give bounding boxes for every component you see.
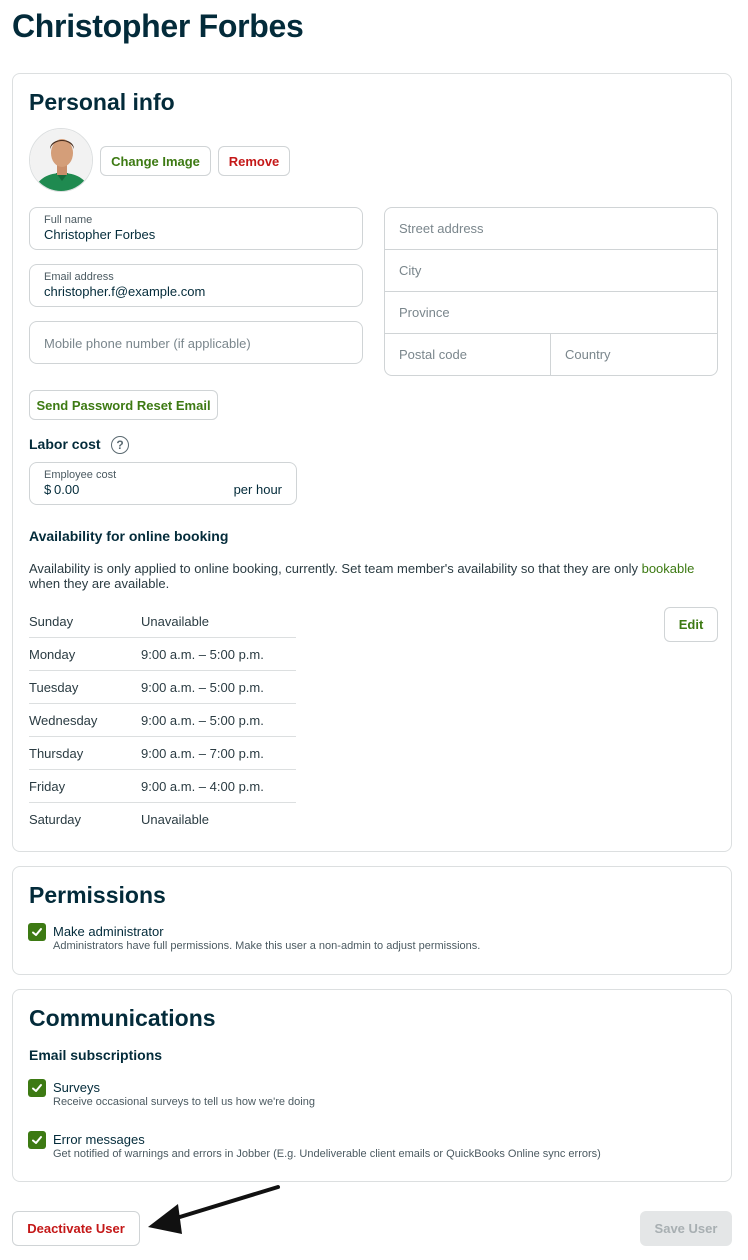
personal-info-title: Personal info [29,89,175,115]
email-label: Email address [44,271,114,283]
per-hour-suffix: per hour [233,482,282,497]
schedule-hours: 9:00 a.m. – 5:00 p.m. [141,712,264,728]
permissions-card [12,866,732,975]
check-icon [31,1082,43,1094]
schedule-row [29,704,296,737]
city-input[interactable]: City [399,263,422,278]
permissions-title: Permissions [29,882,166,908]
schedule-day: Wednesday [29,712,98,728]
mobile-phone-placeholder: Mobile phone number (if applicable) [44,336,251,351]
error-messages-checkbox[interactable] [28,1131,46,1149]
currency-symbol: $ [44,482,52,497]
avatar [29,128,93,192]
error-messages-label[interactable]: Error messages [53,1132,145,1147]
schedule-hours: 9:00 a.m. – 7:00 p.m. [141,745,264,761]
schedule-row [29,638,296,671]
schedule-row [29,803,296,836]
bookable-link[interactable]: bookable [641,561,695,576]
surveys-label[interactable]: Surveys [53,1080,100,1095]
employee-cost-label: Employee cost [44,469,117,481]
personal-info-card [12,73,732,852]
send-password-reset-button[interactable]: Send Password Reset Email [29,390,218,420]
schedule-hours: 9:00 a.m. – 4:00 p.m. [141,778,264,794]
employee-cost-value[interactable]: 0.00 [54,482,80,497]
postal-code-input[interactable]: Postal code [399,347,467,362]
availability-text: Availability is only applied to online booking, currently. Set team member's availability so that they are only [29,561,642,576]
schedule-row [29,770,296,803]
surveys-description: Receive occasional surveys to tell us how we're doing [53,1096,315,1108]
schedule-day: Saturday [29,812,82,827]
address-fields [384,207,718,376]
availability-schedule [29,605,296,836]
edit-availability-button[interactable]: Edit [664,607,718,642]
schedule-row [29,671,296,704]
full-name-label: Full name [44,214,93,226]
avatar-image [30,129,93,192]
full-name-field[interactable] [29,207,363,250]
schedule-row [29,737,296,770]
availability-heading: Availability for online booking [29,528,229,544]
communications-card [12,989,732,1182]
employee-cost-field[interactable] [29,462,297,505]
schedule-day: Thursday [29,745,84,761]
email-subscriptions-heading: Email subscriptions [29,1047,163,1063]
labor-cost-heading: Labor cost [29,436,101,452]
make-admin-description: Administrators have full permissions. Make this user a non-admin to adjust permissions. [53,940,481,952]
surveys-checkbox[interactable] [28,1079,46,1097]
schedule-row [29,605,296,638]
schedule-hours: 9:00 a.m. – 5:00 p.m. [141,679,264,695]
check-icon [31,1134,43,1146]
check-icon [31,926,43,938]
communications-title: Communications [29,1005,216,1031]
full-name-value[interactable]: Christopher Forbes [44,227,156,242]
email-value[interactable]: christopher.f@example.com [44,284,206,299]
schedule-day: Friday [29,778,66,794]
availability-text-end: when they are available. [29,576,170,591]
arrow-annotation-icon [140,1180,285,1240]
deactivate-user-button[interactable]: Deactivate User [12,1211,140,1246]
question-circle-icon[interactable]: ? [111,436,129,454]
email-field[interactable] [29,264,363,307]
change-image-button[interactable]: Change Image [100,146,211,176]
remove-image-button[interactable]: Remove [218,146,290,176]
schedule-day: Sunday [29,613,74,629]
schedule-hours: 9:00 a.m. – 5:00 p.m. [141,646,264,662]
availability-description [29,561,729,591]
country-input[interactable]: Country [565,347,611,362]
schedule-hours: Unavailable [141,613,209,629]
schedule-day: Monday [29,646,76,662]
error-messages-description: Get notified of warnings and errors in Jobber (E.g. Undeliverable client emails or QuickBooks Online sync errors) [53,1148,601,1160]
province-input[interactable]: Province [399,305,450,320]
save-user-button[interactable]: Save User [640,1211,732,1246]
make-admin-checkbox[interactable] [28,923,46,941]
make-admin-label[interactable]: Make administrator [53,924,164,939]
schedule-hours: Unavailable [141,812,209,827]
page-title: Christopher Forbes [12,8,304,44]
street-address-input[interactable]: Street address [399,221,484,236]
mobile-phone-field[interactable] [29,321,363,364]
schedule-day: Tuesday [29,679,79,695]
